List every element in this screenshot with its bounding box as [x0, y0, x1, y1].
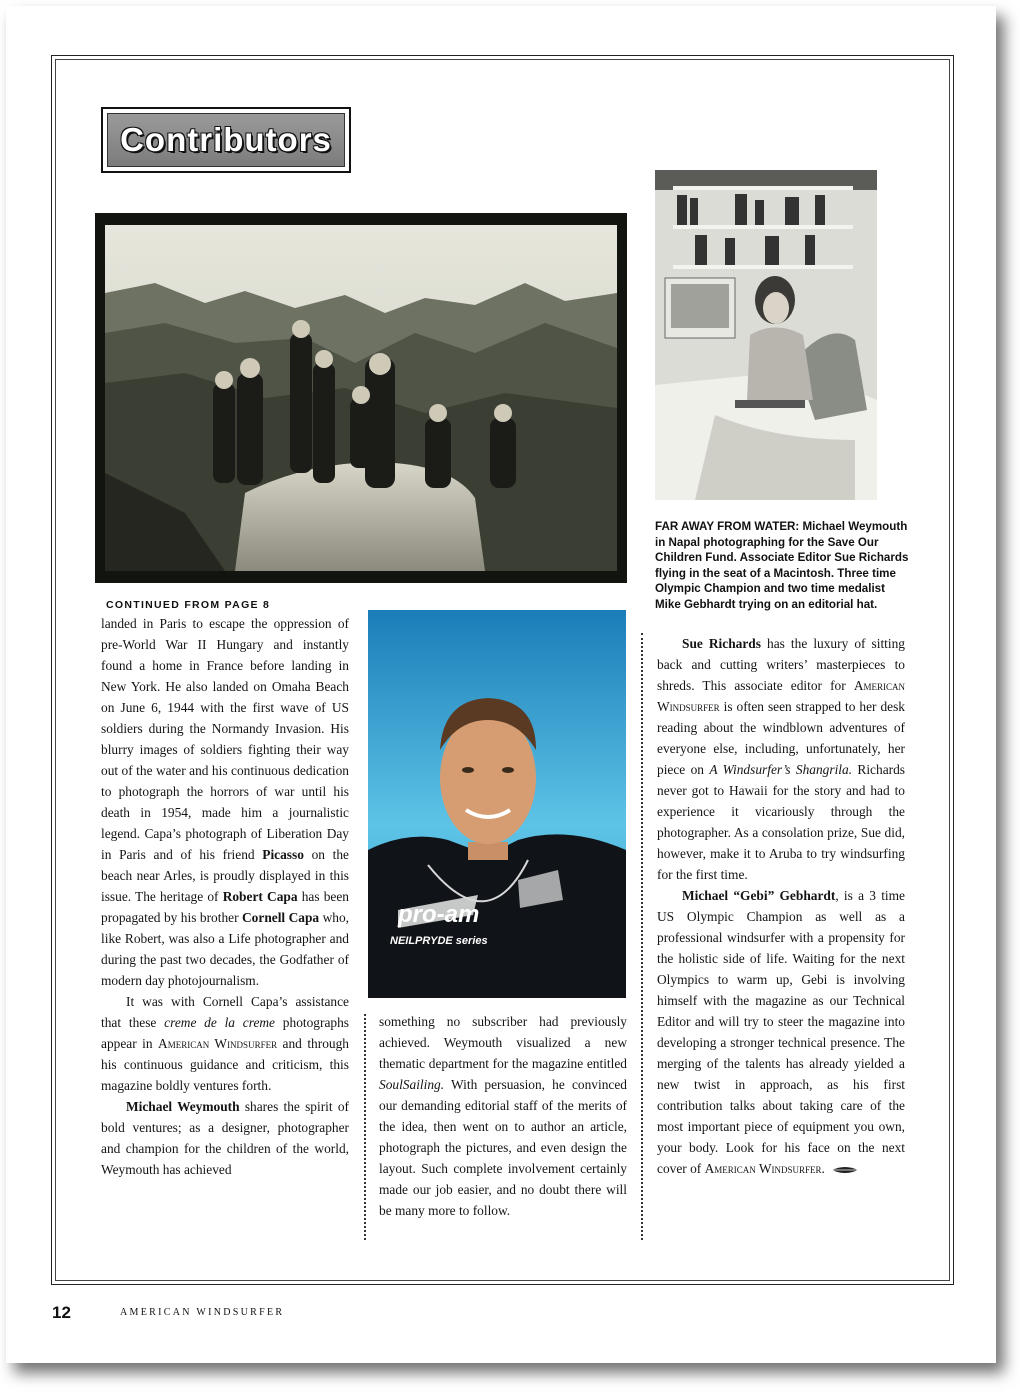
col1-text: and through his continuous guidance and criticism, this magazine boldly ventures forth. — [101, 1036, 349, 1093]
col1-text: photographs appear in — [101, 1015, 349, 1051]
col1-paragraph-3 — [101, 1096, 349, 1180]
section-title-plate — [107, 113, 345, 167]
phrase-creme: creme de la creme — [164, 1015, 276, 1030]
article-column-3 — [657, 633, 905, 1179]
photo-mountains-image — [95, 213, 627, 583]
column-divider-1 — [364, 1014, 366, 1240]
magazine-name: American Windsurfer — [657, 678, 905, 714]
col3-paragraph-2 — [657, 885, 905, 1179]
col2-text: With persuasion, he convinced our demanding editorial staff of the merits of the idea, then went on to author an article, photograph the pictures, and even design the layout. Such complete involvement certainly made our job easier, and no doubt there will be many more to follow. — [379, 1077, 627, 1218]
col1-text: landed in Paris to escape the oppression of pre-World War II Hungary and instantly found a home in France before landing in New York. He also landed on Omaha Beach on June 6, 1944 with the first wave of US soldiers during the Normandy Invasion. His blurry images of soldiers fighting their way out of the water and his continuous dedication to photograph the horrors of war until his death in 1954, made him a journalistic legend. Capa’s photograph of Liberation Day in Paris and of his friend — [101, 616, 349, 862]
section-title: Contributors — [120, 121, 332, 158]
article-column-1 — [101, 613, 349, 1180]
column-divider-2 — [641, 633, 643, 1240]
name-robert-capa: Robert Capa — [222, 889, 298, 904]
department-soulsailing: SoulSailing. — [379, 1077, 445, 1092]
article-title-shangrila: A Windsurfer’s Shangrila. — [709, 762, 853, 777]
magazine-name: American Windsurfer. — [704, 1161, 825, 1176]
name-cornell-capa: Cornell Capa — [242, 910, 320, 925]
wetsuit-logo-subtext: NEILPRYDE series — [390, 935, 488, 947]
running-title: AMERICAN WINDSURFER — [120, 1307, 285, 1318]
name-michael-gebhardt: Michael “Gebi” Gebhardt — [682, 888, 836, 903]
col2-paragraph-1 — [379, 1011, 627, 1221]
col1-paragraph-1 — [101, 613, 349, 991]
end-mark-icon — [831, 1165, 859, 1175]
photo-caption: FAR AWAY FROM WATER: Michael Weymouth in Napal photographing for the Save Our Children Fund. Associate Editor Sue Richards flying in the seat of a Macintosh. Three time Olympic Champion and two time medalist Mike Gebhardt trying on an editorial hat. — [655, 520, 909, 611]
col3-text: , is a 3 time US Olympic Champion as well as a professional windsurfer with a propensity for the holistic side of life. Waiting for the next Olympics to warm up, Gebi is involving himself with the magazine as our Technical Editor and will try to steer the magazine into developing a stronger technical presence. The merging of the talents has already yielded a new twist in approach, as his first contribution talks about taking care of the most important piece of equipment you own, your body. Look for his face on the next cover of — [657, 888, 905, 1176]
photo-portrait-image — [368, 610, 626, 998]
name-sue-richards: Sue Richards — [682, 636, 761, 651]
col1-text: who, like Robert, was also a Life photographer and during the past two decades, the Godfather of modern day photojournalism. — [101, 910, 349, 988]
col3-text: Richards never got to Hawaii for the story and had to experience it vicariously through the photographer. As a consolation prize, Sue did, however, make it to Aruba to try windsurfing for the first time. — [657, 762, 905, 882]
col1-paragraph-2 — [101, 991, 349, 1096]
name-picasso: Picasso — [262, 847, 304, 862]
wetsuit-logo-text: pro-am — [398, 901, 480, 928]
col1-text: has been propagated by his brother — [101, 889, 350, 925]
photo-office-editor — [655, 170, 877, 500]
col1-text: It was with Cornell Capa’s assistance that these — [101, 994, 349, 1030]
section-title-box — [101, 107, 351, 173]
article-column-2 — [379, 1011, 627, 1221]
photo-gebhardt-portrait — [368, 610, 626, 998]
page-number: 12 — [52, 1303, 71, 1322]
col1-text: on the beach near Arles, is proudly displayed in this issue. The heritage of — [101, 847, 349, 904]
col1-text: shares the spirit of bold ventures; as a designer, photographer and champion for the children of the world, Weymouth has achieved — [101, 1099, 349, 1177]
col3-text: is often seen strapped to her desk reading about the windblown adventures of everyone else, including, unfortunately, her piece on — [657, 699, 905, 777]
continued-label: CONTINUED FROM PAGE 8 — [106, 599, 271, 611]
photo-office-image — [655, 170, 877, 500]
col2-text: something no subscriber had previously achieved. Weymouth visualized a new thematic department for the magazine entitled — [379, 1014, 627, 1071]
photo-mountains-children — [95, 213, 627, 583]
magazine-name: American Windsurfer — [158, 1036, 278, 1051]
name-michael-weymouth: Michael Weymouth — [126, 1099, 240, 1114]
col3-paragraph-1 — [657, 633, 905, 885]
col3-text: has the luxury of sitting back and cutting writers’ masterpieces to shreds. This associate editor for — [657, 636, 906, 693]
